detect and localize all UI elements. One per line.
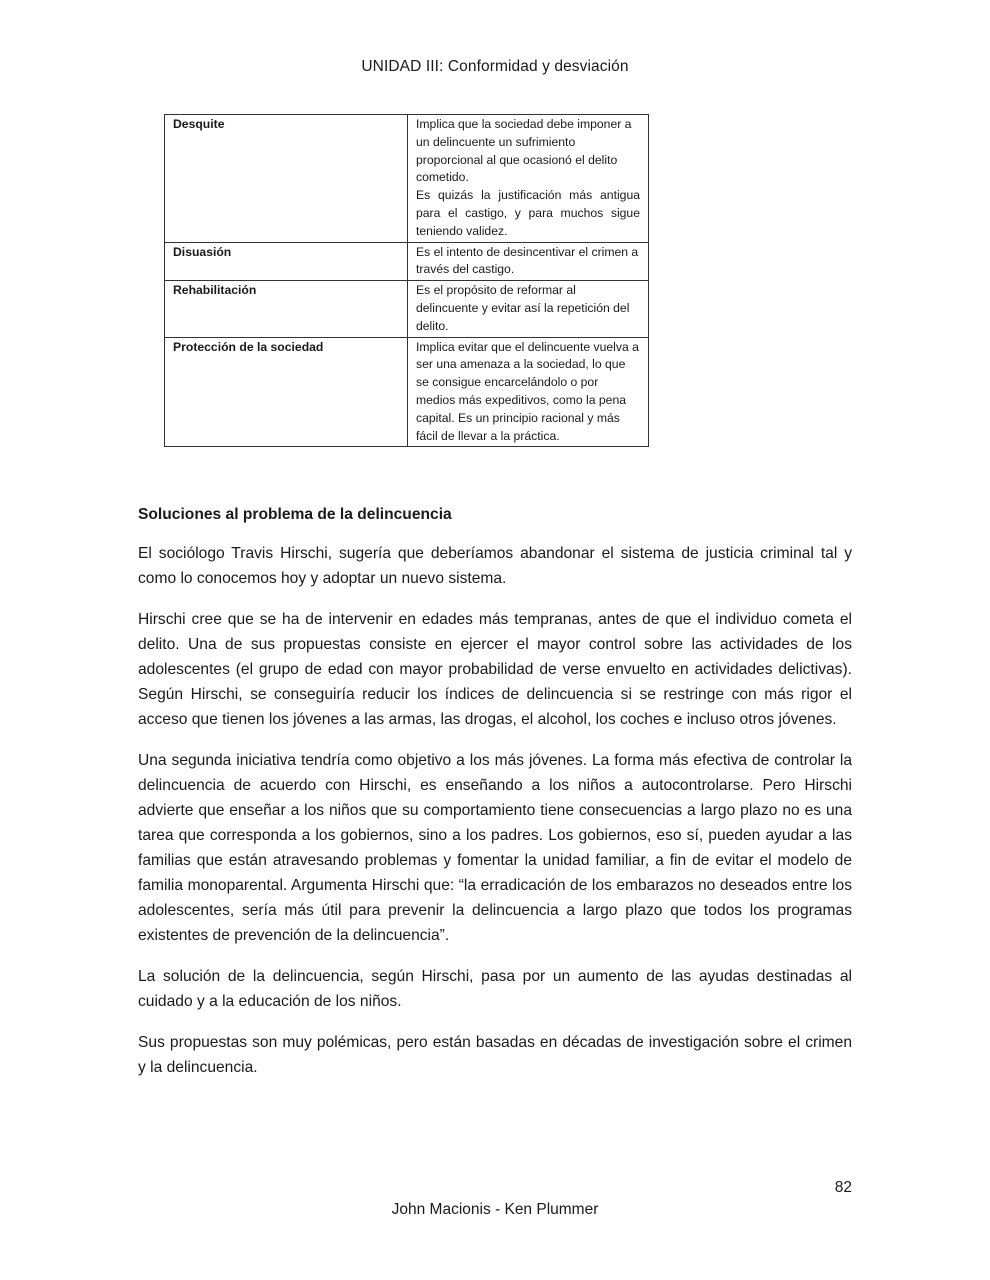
running-header: UNIDAD III: Conformidad y desviación [361, 58, 629, 75]
section-heading: Soluciones al problema de la delincuencia [138, 506, 452, 523]
body-paragraph: Sus propuestas son muy polémicas, pero están basadas en décadas de investigación sobre el crimen y la delincuencia. [138, 1034, 852, 1076]
main-content [138, 502, 852, 1096]
table-term: Desquite [165, 115, 408, 243]
table-row [165, 242, 649, 281]
page-number: 82 [834, 1179, 852, 1196]
body-paragraph: Una segunda iniciativa tendría como objetivo a los más jóvenes. La forma más efectiva de controlar la delincuencia de acuerdo con Hirschi, es enseñando a los niños a autocontrolarse. Pero Hirschi advierte que enseñar a los niños que su comportamiento tiene consecuencias a largo plazo no es una tarea que corresponda a los gobiernos, sino a los padres. Los gobiernos, eso sí, pueden ayudar a las familias que están atravesando problemas y fomentar la unidad familiar, a fin de evitar el modelo de familia monoparental. Argumenta Hirschi que: “la erradicación de los embarazos no deseados entre los adolescentes, sería más útil para prevenir la delincuencia a largo plazo que todos los programas existentes de prevención de la delincuencia”. [138, 752, 852, 944]
table-term: Disuasión [165, 242, 408, 281]
table-term: Rehabilitación [165, 281, 408, 337]
punishment-purposes-table [164, 114, 649, 447]
table-term: Protección de la sociedad [165, 337, 408, 447]
description-text: Es el intento de desincentivar el crimen a través del castigo. [416, 244, 639, 277]
description-text: Es el propósito de reformar al delincuente y evitar así la repetición del delito. [416, 283, 630, 333]
table-description [408, 281, 649, 337]
table-description [408, 242, 649, 281]
body-paragraph: La solución de la delincuencia, según Hirschi, pasa por un aumento de las ayudas destinadas al cuidado y a la educación de los niños. [138, 968, 852, 1010]
description-text: Implica que la sociedad debe imponer a un delincuente un sufrimiento proporcional al que ocasionó el delito cometido. [416, 117, 632, 185]
description-text: Implica evitar que el delincuente vuelva a ser una amenaza a la sociedad, lo que se consigue encarcelándolo o por medios más expeditivos, como la pena capital. Es un principio racional y más fácil de llevar a la práctica. [416, 339, 639, 443]
table-description [408, 115, 649, 243]
body-paragraph: El sociólogo Travis Hirschi, sugería que deberíamos abandonar el sistema de justicia criminal tal y como lo conocemos hoy y adoptar un nuevo sistema. [138, 545, 852, 587]
table-row [165, 281, 649, 337]
table-row [165, 337, 649, 447]
description-text: Es quizás la justificación más antigua para el castigo, y para muchos sigue teniendo validez. [416, 188, 640, 238]
table-row [165, 115, 649, 243]
running-footer: John Macionis - Ken Plummer [391, 1201, 599, 1218]
body-paragraph: Hirschi cree que se ha de intervenir en edades más tempranas, antes de que el individuo cometa el delito. Una de sus propuestas consiste en ejercer el mayor control sobre las actividades de los adolescentes (el grupo de edad con mayor probabilidad de verse envuelto en actividades delictivas). Según Hirschi, se conseguiría reducir los índices de delincuencia si se restringe con más rigor el acceso que tienen los jóvenes a las armas, las drogas, el alcohol, los coches e incluso otros jóvenes. [138, 611, 852, 728]
table-description [408, 337, 649, 447]
